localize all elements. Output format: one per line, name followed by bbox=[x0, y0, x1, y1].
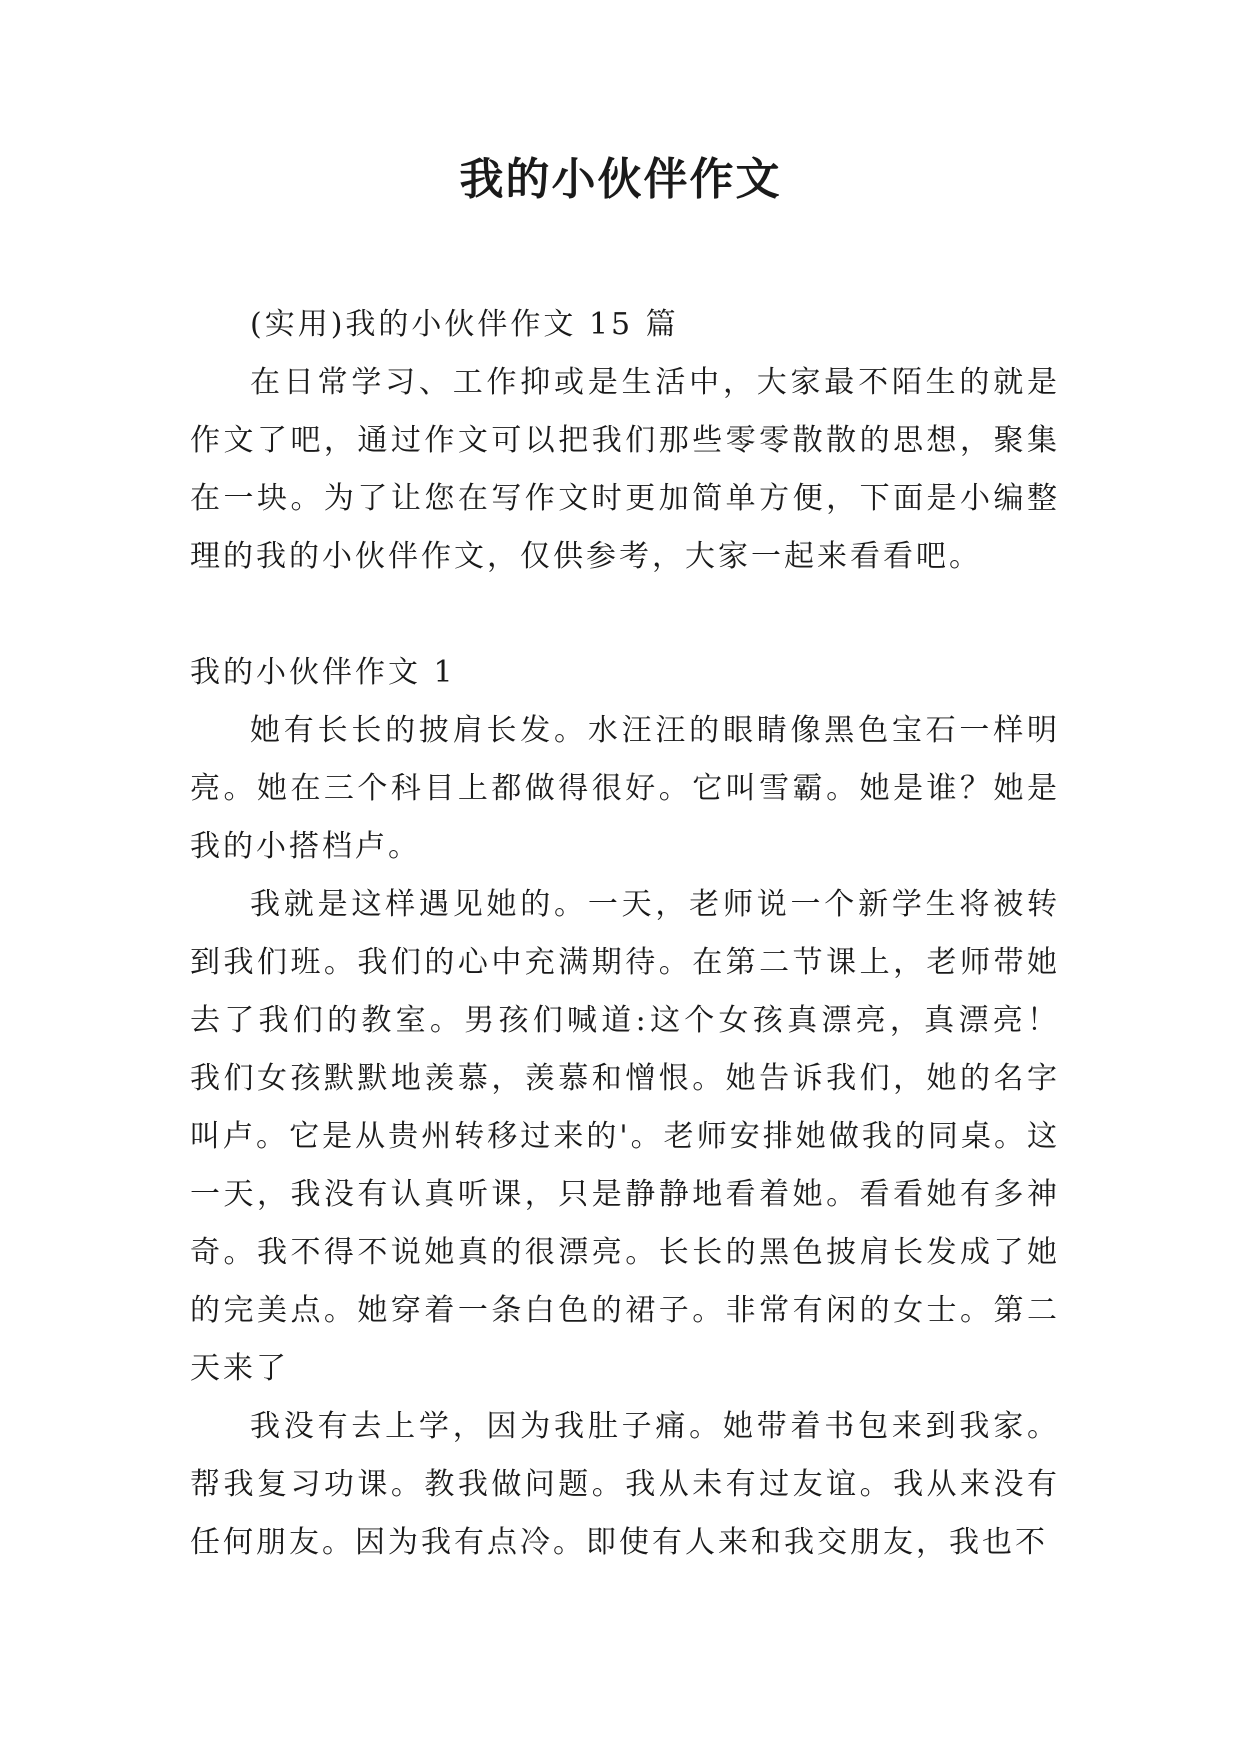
section-paragraph: 她有长长的披肩长发。水汪汪的眼睛像黑色宝石一样明亮。她在三个科目上都做得很好。它叫雪霸。她是谁？她是我的小搭档卢。 bbox=[190, 713, 1060, 864]
document-body bbox=[190, 296, 1060, 1572]
section-paragraph: 我没有去上学，因为我肚子痛。她带着书包来到我家。帮我复习功课。教我做问题。我从未有过友谊。我从来没有任何朋友。因为我有点冷。即使有人来和我交朋友，我也不 bbox=[190, 1409, 1060, 1560]
intro-paragraph: 在日常学习、工作抑或是生活中，大家最不陌生的就是作文了吧，通过作文可以把我们那些零零散散的思想，聚集在一块。为了让您在写作文时更加简单方便，下面是小编整理的我的小伙伴作文，仅供参考，大家一起来看看吧。 bbox=[190, 365, 1060, 574]
section-heading: 我的小伙伴作文 1 bbox=[190, 655, 456, 690]
section-paragraph: 我就是这样遇见她的。一天，老师说一个新学生将被转到我们班。我们的心中充满期待。在第二节课上，老师带她去了我们的教室。男孩们喊道:这个女孩真漂亮，真漂亮！我们女孩默默地羡慕，羡慕和憎恨。她告诉我们，她的名字叫卢。它是从贵州转移过来的'。老师安排她做我的同桌。这一天，我没有认真听课，只是静静地看着她。看看她有多神奇。我不得不说她真的很漂亮。长长的黑色披肩长发成了她的完美点。她穿着一条白色的裙子。非常有闲的女士。第二天来了 bbox=[190, 887, 1060, 1386]
document-subtitle: (实用)我的小伙伴作文 15 篇 bbox=[250, 307, 679, 342]
document-title: 我的小伙伴作文 bbox=[459, 154, 782, 205]
